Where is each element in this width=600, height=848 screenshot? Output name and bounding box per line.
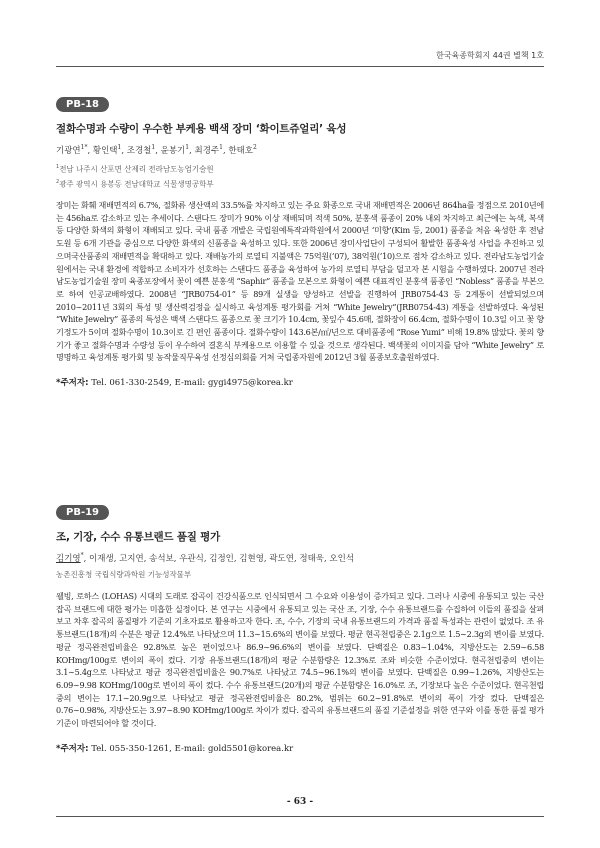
abstract-section-pb18: [56, 92, 544, 388]
author-name: 정태욱: [299, 554, 325, 564]
author-name: 조경철: [126, 146, 152, 156]
author-superscript: 1: [117, 144, 122, 152]
journal-header: 한국육종학회지 44권 별책 1호: [436, 51, 544, 60]
contact-tel: Tel. 061-330-2549,: [91, 378, 172, 389]
author-name: 송석보: [149, 554, 174, 564]
abstract-body: 웰빙, 로하스 (LOHAS) 시대의 도래로 잡곡이 건강식품으로 인식되면서 그 수요와 이용성이 증가되고 있다. 그러나 시중에 유통되고 있는 국산 잡곡 브랜드에 대한 평가는 미흡한 실정이다. 본 연구는 시중에서 유통되고 있는 국산 조, 기장, 수수 유통브랜드를 수집하여 이들의 품질을 살펴보고 차후 잡곡의 품질평가 기준의 기초자료로 활용하고자 한다. 조, 수수, 기장의 국내 유통브랜드의 가격과 품질 특성과는 관련이 없었다. 조 유통브랜드(18개)의 수분은 평균 12.4%로 나타났으며 11.3∼15.6%의 변이를 보였다. 평균 현곡천립중은 2.1g으로 1.5∼2.3g의 변이를 보였다. 평균 정곡완전립비율은 92.8%로 높은 편이었으나 86.9∼96.6%의 변이를 보였다. 단백질은 0.83∼1.04%, 지방산도는 2.59∼6.58 KOHmg/100g로 변이의 폭이 컸다. 기장 유통브랜드(18개)의 평균 수분함량은 12.3%로 조와 비슷한 수준이었다. 현곡천립중의 변이는 3.1∼5.4g으로 나타났고 평균 정곡완전립비율은 90.7%로 나타났고 74.5∼96.1%의 변이를 보였다. 단백질은 0.99∼1.26%, 지방산도는 6.09∼9.98 KOHmg/100g로 변이의 폭이 컸다. 수수 유통브랜드(20개)의 평균 수분함량은 16.0%로 조, 기장보다 높은 수준이었다. 현곡천립중의 변이는 17.1∼20.9g으로 나타났고 평균 정곡완전립비율은 80.2%, 범위는 60.2∼91.8%로 변이의 폭이 가장 컸다. 단백질은 0.76∼0.98%, 지방산도는 3.97∼8.90 KOHmg/100g로 차이가 컸다. 잡곡의 유통브랜드의 품질 기준설정을 위한 연구와 이를 통한 품질 평가 기준이 마련되어야 할 것이다.: [56, 591, 544, 729]
header-divider: [56, 66, 544, 67]
author-name: 김현영: [239, 554, 264, 564]
page-number: - 63 -: [286, 797, 314, 807]
contact-info: [56, 376, 544, 388]
author-list: 김기영*, 이재생, 고지연, 송석보, 우관식, 김정인, 김현영, 곽도연, 정태욱, 오인석: [56, 552, 355, 564]
author-name: 한태호: [228, 146, 254, 156]
author-name: 고지연: [119, 554, 144, 564]
section-badge: PB-18: [56, 97, 109, 112]
author-superscript: *: [80, 552, 84, 560]
author-superscript: 1: [151, 144, 156, 152]
contact-email: E-mail: gygi4975@korea.kr: [174, 378, 293, 389]
affiliation-line: 농촌진흥청 국립식량과학원 기능성작물부: [56, 570, 192, 579]
author-name: 김기영: [56, 554, 81, 564]
author-name: 김정인: [209, 554, 234, 564]
author-superscript: 1*: [80, 144, 88, 152]
author-superscript: 1: [185, 144, 190, 152]
author-name: 오인석: [329, 554, 355, 564]
contact-info: [56, 742, 544, 754]
author-name: 이재생: [89, 554, 114, 564]
author-name: 윤봉기: [160, 146, 186, 156]
abstract-title: 조, 기장, 수수 유통브랜드 품질 평가: [56, 531, 221, 543]
author-name: 곽도연: [269, 554, 294, 564]
contact-tel: Tel. 055-350-1261,: [91, 743, 172, 754]
author-name: 우관식: [179, 554, 204, 564]
author-superscript: 2: [253, 144, 257, 152]
affiliation-list: [56, 161, 544, 190]
abstract-title: 절화수명과 수량이 우수한 부케용 백색 장미 ‘화이트쥬얼리’ 육성: [56, 123, 347, 135]
affiliation-list: [56, 569, 544, 581]
section-badge: PB-19: [56, 505, 109, 520]
contact-email: E-mail: gold5501@korea.kr: [174, 743, 294, 754]
abstract-section-pb19: [56, 500, 544, 754]
contact-label: *주저자:: [56, 378, 89, 389]
affiliation-line: $^1$전남 나주시 산포면 산제리 전라남도농업기술원: [56, 164, 214, 174]
author-name: 황인택: [92, 146, 118, 156]
contact-label: *주저자:: [56, 743, 89, 754]
author-name: 기광연: [56, 146, 81, 156]
affiliation-line: $^2$광주 광역시 용봉동 전남대학교 식물생명공학부: [56, 178, 214, 188]
author-list: 기광연$^{1*}$, 황인택$^1$, 조경철$^1$, 윤봉기$^1$, 최경주$^1$, 한태호$^2$: [56, 144, 257, 156]
author-superscript: 1: [219, 144, 223, 152]
abstract-body: 장미는 화훼 재배면적의 6.7%, 절화류 생산액의 33.5%를 차지하고 있는 주요 화종으로 국내 재배면적은 2006년 864ha를 정점으로 2010년에는 456ha로 감소하고 있는 추세이다. 스탠다드 장미가 90% 이상 재배되며 적색 50%, 분홍색 품종이 20% 내외 차지하고 최근에는 녹색, 복색 등 다양한 화색의 화형이 재배되고 있다. 국내 품종 개발은 국립원예특작과학원에서 2000년 ‘미향’(Kim 등, 2001) 품종을 처음 육성한 후 전남도원 등 6개 기관을 중심으로 다양한 화색의 신품종을 육성하고 있다. 또한 2006년 장미사업단이 구성되어 활발한 품종육성 사업을 추진하고 있으며국산품종의 재배면적을 확대하고 있다. 재배농가의 로열티 지불액은 75억원(’07), 38억원(’10)으로 점차 감소하고 있다. 전라남도농업기술원에서는 국내 환경에 적합하고 소비자가 선호하는 스탠다드 품종을 육성하여 농가의 로열티 부담을 덜고자 본 시험을 수행하였다. 2007년 전라남도농업기술원 장미 육종포장에서 꽃이 예쁜 분홍색 “Saphir” 품종을 모본으로 화형이 예쁜 대표적인 분홍색 품종인 “Nobless” 품종을 부본으로 하여 인공교배하였다. 2008년 “JRB0754-01” 등 89개 실생을 양성하고 선발을 진행하여 JRB0754-43 등 2계통이 선발되었으며 2010∼2011년 3회의 특성 및 생산력검정을 실시하고 육성계통 평가회를 거쳐 “White Jewelry”(JRB0754-43) 계통을 선발하였다. 육성된 “White Jewelry” 품종의 특성은 백색 스탠다드 품종으로 꽃 크기가 10.4cm, 꽃잎수 45.6매, 절화장이 66.4cm, 절화수명이 10.3일 이고 꽃 향기정도가 5이며 절화수명이 10.3이로 긴 편인 품종이다. 절화수량이 143.6본/㎡/년으로 대비품종에 “Rose Yumi” 비해 19.8% 많았다. 꽃의 향기가 좋고 절화수명과 수량성 등이 우수하여 결혼식 부케용으로 이용할 수 있을 것으로 생각된다. 백색꽃의 이미지를 담아 “White Jewelry” 로 명명하고 육성계통 평가회 및 농작물직무육성 선정심의회를 거쳐 국립종자원에 2012년 3월 품종보호출원하였다.: [56, 200, 544, 363]
footer-divider: [56, 816, 544, 817]
author-name: 최경주: [194, 146, 220, 156]
